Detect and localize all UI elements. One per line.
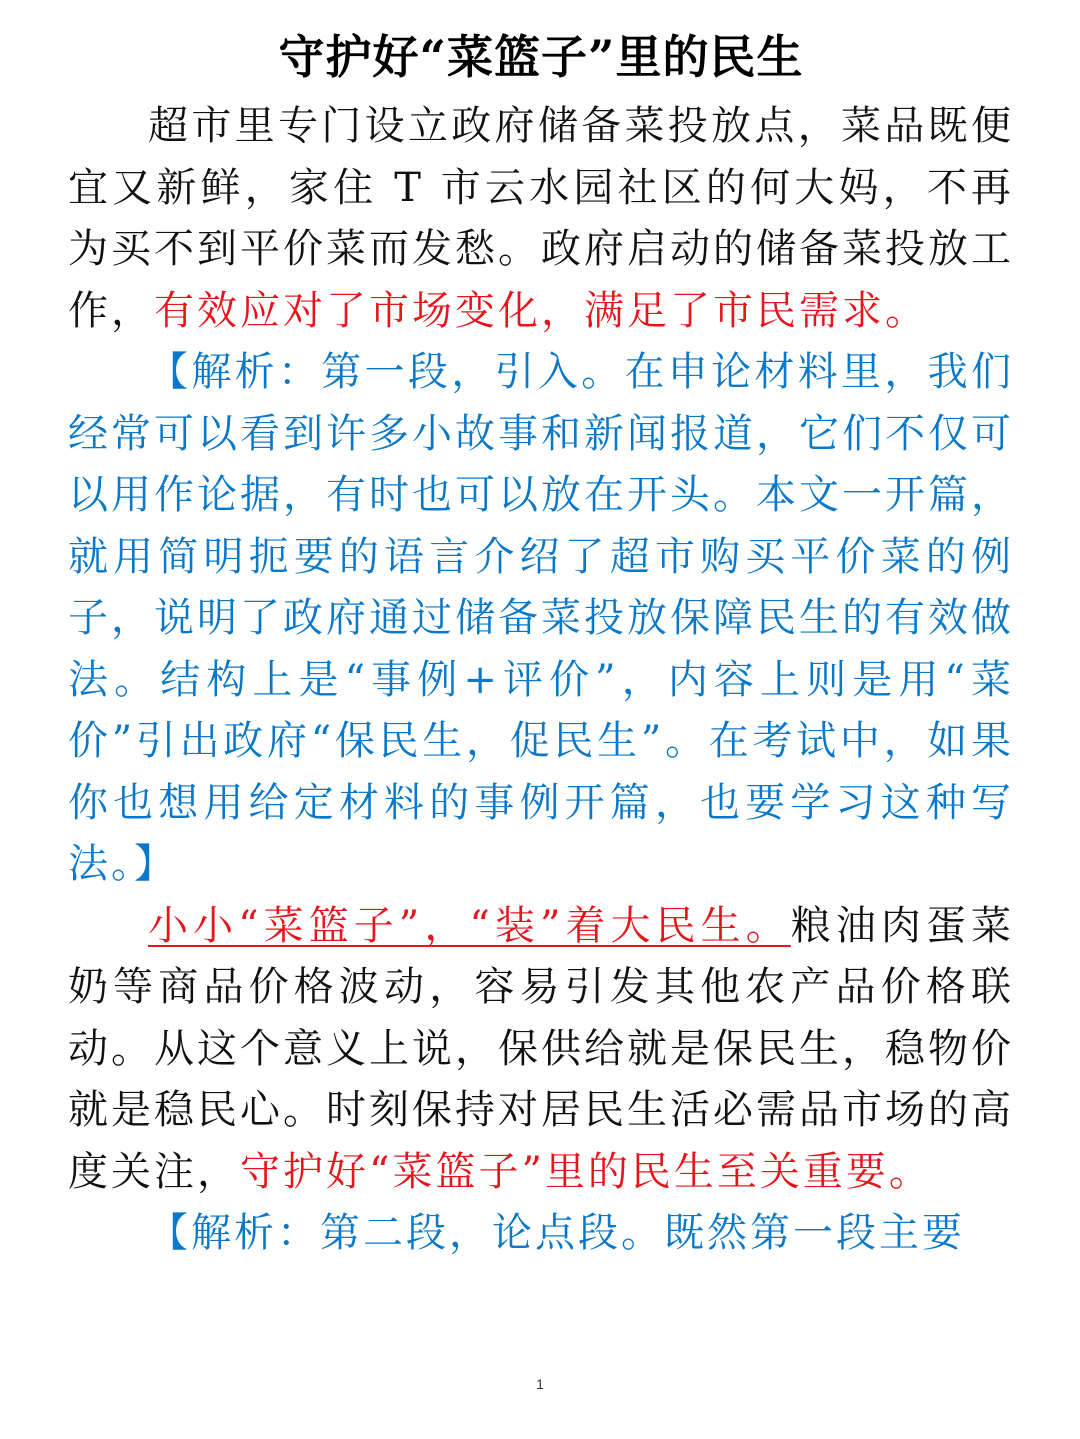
paragraph-2-thesis: 小小“菜篮子”，“装”着大民生。 <box>148 902 791 949</box>
paragraph-1 <box>68 96 1014 342</box>
paragraph-2-text: 粮油肉蛋菜奶等商品价格波动，容易引发其他农产品价格联动。从这个意义上说，保供给就是保民生，稳物价就是稳民心。时刻保持对居民生活必需品市场的高度关注， <box>68 902 1015 1195</box>
paragraph-1-highlight: 有效应对了市场变化，满足了市民需求。 <box>154 287 928 334</box>
analysis-1: 【解析：第一段，引入。在申论材料里，我们经常可以看到许多小故事和新闻报道，它们不仅可以用作论据，有时也可以放在开头。本文一开篇，就用简明扼要的语言介绍了超市购买平价菜的例子，说明了政府通过储备菜投放保障民生的有效做法。结构上是“事例+评价”，内容上则是用“菜价”引出政府“保民生，促民生”。在考试中，如果你也想用给定材料的事例开篇，也要学习这种写法。】 <box>68 349 1014 887</box>
paragraph-2 <box>68 896 1014 1204</box>
page-title: 守护好“菜篮子”里的民生 <box>278 30 804 84</box>
page-number: 1 <box>536 1376 544 1392</box>
paragraph-1-text: 超市里专门设立政府储备菜投放点，菜品既便宜又新鲜，家住 T 市云水园社区的何大妈，不再为买不到平价菜而发愁。政府启动的储备菜投放工作， <box>68 103 1014 334</box>
document-page <box>68 22 1014 1265</box>
analysis-2: 【解析：第二段，论点段。既然第一段主要 <box>148 1210 965 1256</box>
paragraph-2-highlight: 守护好“菜篮子”里的民生至关重要。 <box>240 1148 932 1195</box>
